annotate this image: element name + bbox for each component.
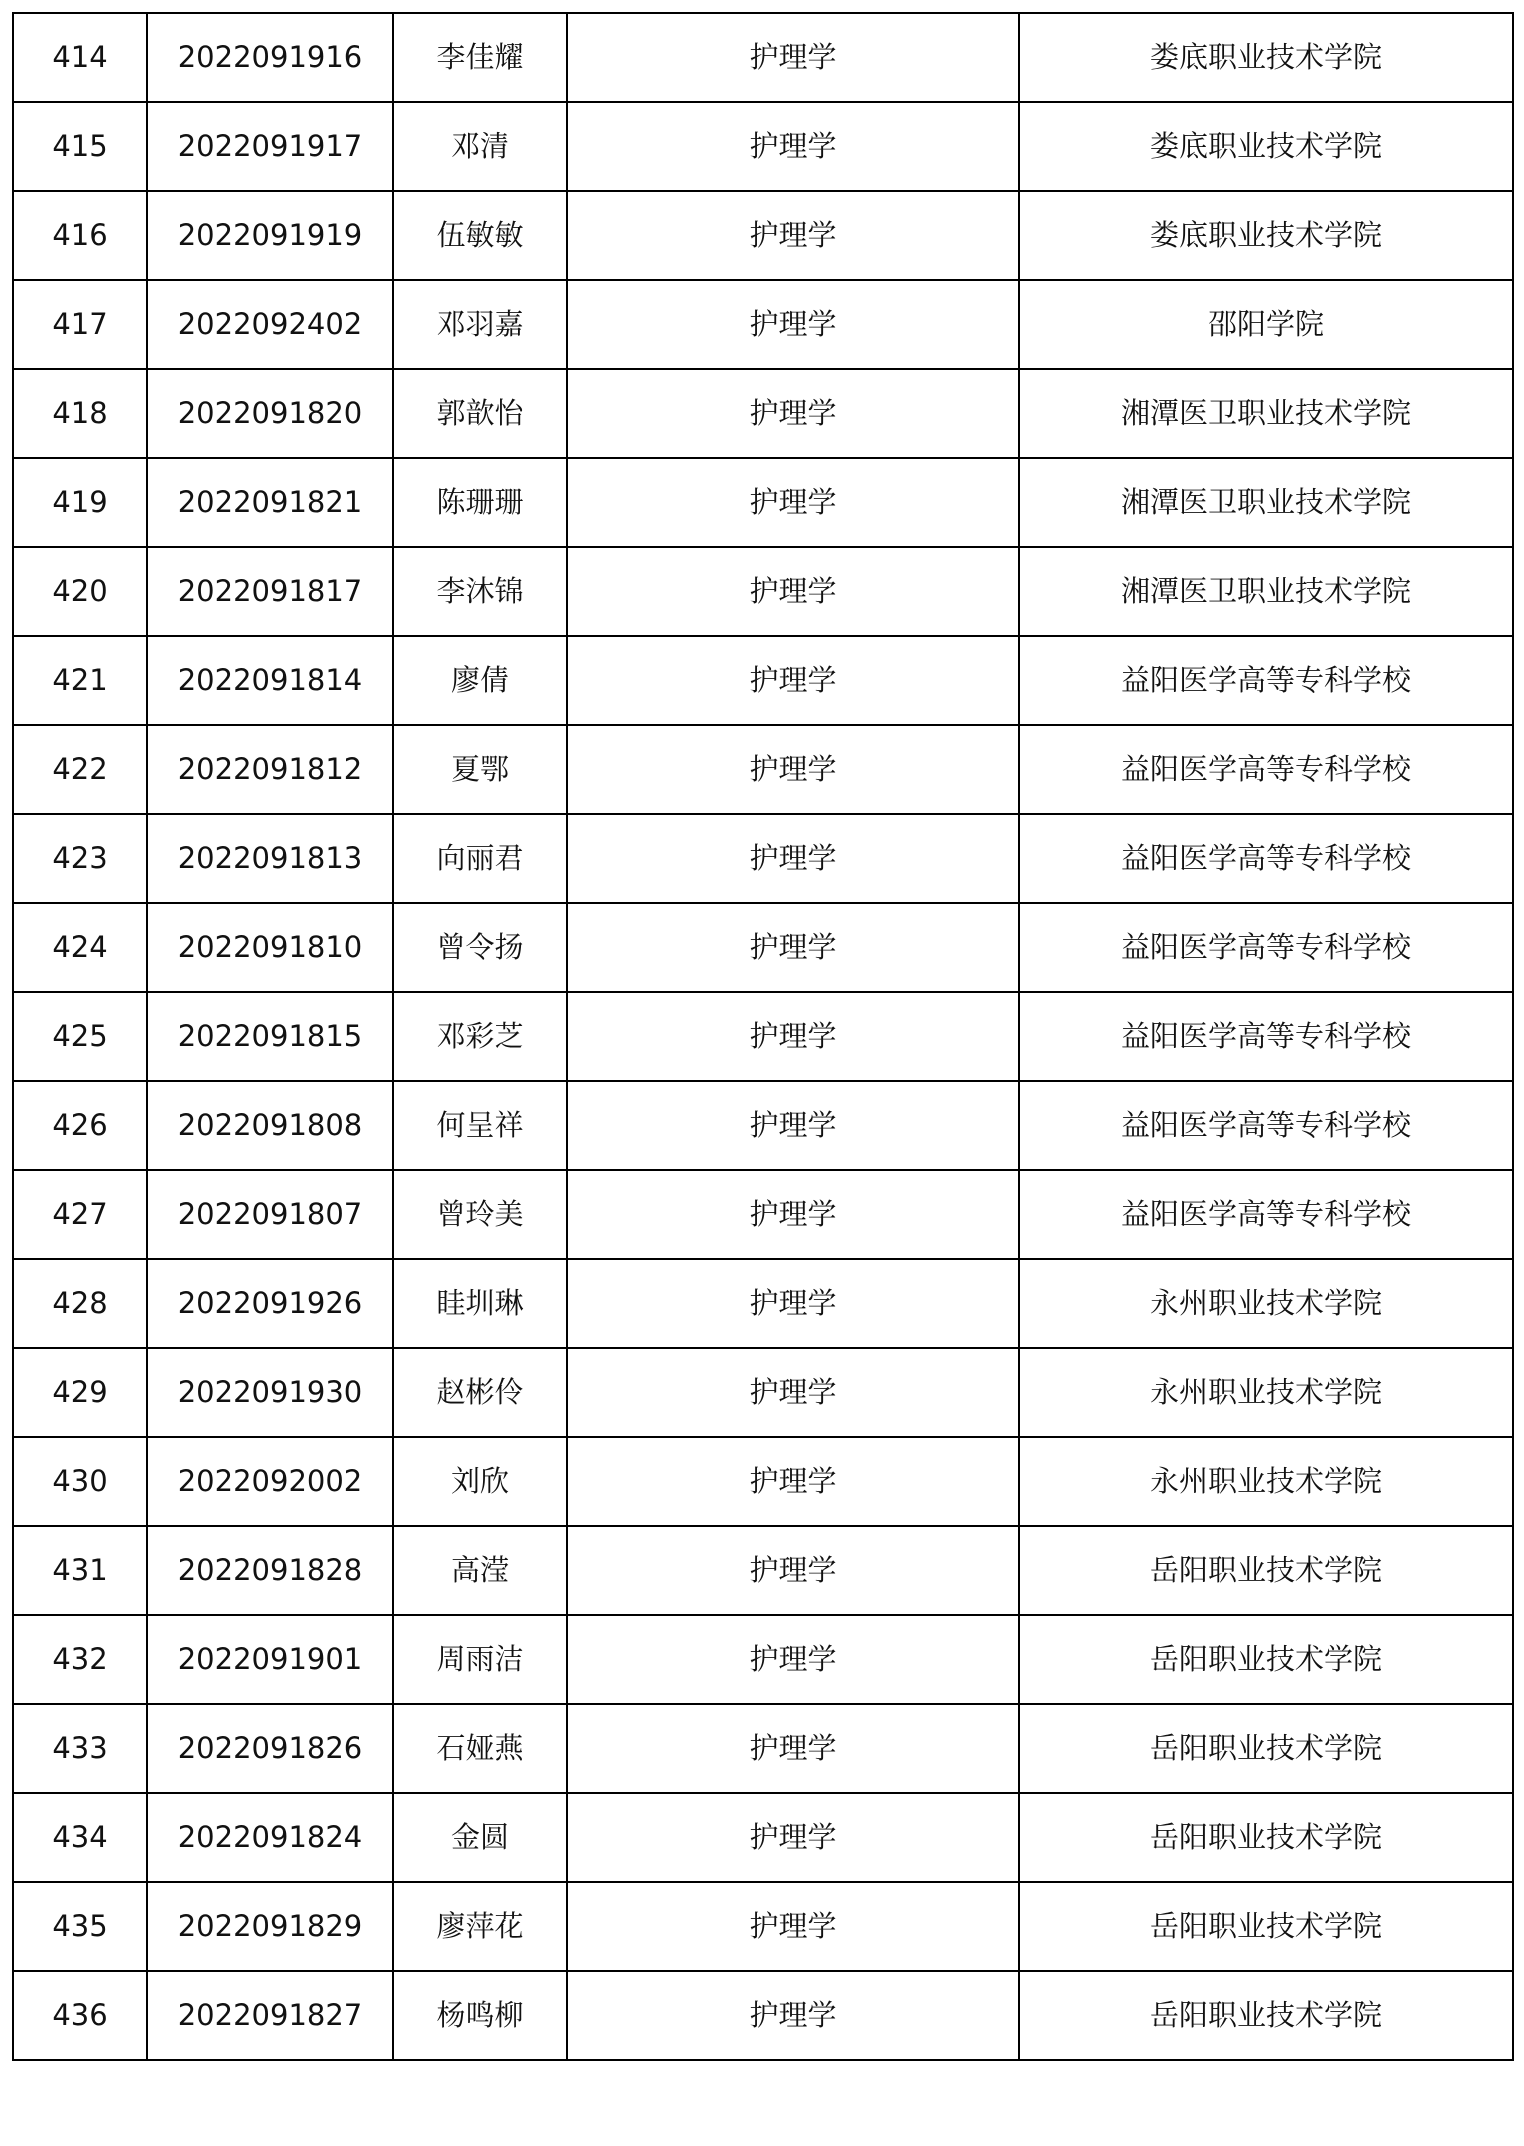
major-cell: 护理学: [567, 1170, 1019, 1259]
exam-id-cell: 2022091926: [147, 1259, 393, 1348]
major-cell: 护理学: [567, 636, 1019, 725]
table-row: [13, 1793, 1513, 1882]
student-name-cell: 刘欣: [393, 1437, 567, 1526]
student-name-cell: 曾令扬: [393, 903, 567, 992]
student-name-cell: 廖倩: [393, 636, 567, 725]
exam-id-cell: 2022091919: [147, 191, 393, 280]
row-number-cell: 432: [13, 1615, 147, 1704]
student-name-cell: 郭歆怡: [393, 369, 567, 458]
student-name-cell: 伍敏敏: [393, 191, 567, 280]
student-name-cell: 何呈祥: [393, 1081, 567, 1170]
table-row: [13, 1437, 1513, 1526]
row-number-cell: 436: [13, 1971, 147, 2060]
table-row: [13, 992, 1513, 1081]
roster-page: [12, 12, 1512, 2061]
major-cell: 护理学: [567, 1704, 1019, 1793]
school-cell: 湘潭医卫职业技术学院: [1019, 369, 1513, 458]
student-name-cell: 眭圳琳: [393, 1259, 567, 1348]
exam-id-cell: 2022091807: [147, 1170, 393, 1259]
exam-id-cell: 2022091812: [147, 725, 393, 814]
student-name-cell: 李佳耀: [393, 13, 567, 102]
major-cell: 护理学: [567, 1437, 1019, 1526]
major-cell: 护理学: [567, 1526, 1019, 1615]
major-cell: 护理学: [567, 1882, 1019, 1971]
student-name-cell: 陈珊珊: [393, 458, 567, 547]
school-cell: 益阳医学高等专科学校: [1019, 636, 1513, 725]
table-row: [13, 1348, 1513, 1437]
exam-id-cell: 2022091808: [147, 1081, 393, 1170]
row-number-cell: 424: [13, 903, 147, 992]
school-cell: 娄底职业技术学院: [1019, 102, 1513, 191]
school-cell: 岳阳职业技术学院: [1019, 1882, 1513, 1971]
table-row: [13, 547, 1513, 636]
table-row: [13, 1704, 1513, 1793]
school-cell: 益阳医学高等专科学校: [1019, 1170, 1513, 1259]
student-name-cell: 李沐锦: [393, 547, 567, 636]
exam-id-cell: 2022091930: [147, 1348, 393, 1437]
major-cell: 护理学: [567, 814, 1019, 903]
table-row: [13, 280, 1513, 369]
row-number-cell: 418: [13, 369, 147, 458]
student-name-cell: 杨鸣柳: [393, 1971, 567, 2060]
table-row: [13, 1615, 1513, 1704]
school-cell: 益阳医学高等专科学校: [1019, 814, 1513, 903]
exam-id-cell: 2022091917: [147, 102, 393, 191]
student-name-cell: 邓羽嘉: [393, 280, 567, 369]
school-cell: 娄底职业技术学院: [1019, 191, 1513, 280]
row-number-cell: 417: [13, 280, 147, 369]
row-number-cell: 426: [13, 1081, 147, 1170]
exam-id-cell: 2022091828: [147, 1526, 393, 1615]
roster-table: [12, 12, 1514, 2061]
exam-id-cell: 2022091817: [147, 547, 393, 636]
table-row: [13, 102, 1513, 191]
exam-id-cell: 2022091810: [147, 903, 393, 992]
row-number-cell: 415: [13, 102, 147, 191]
exam-id-cell: 2022092002: [147, 1437, 393, 1526]
major-cell: 护理学: [567, 1615, 1019, 1704]
table-row: [13, 814, 1513, 903]
major-cell: 护理学: [567, 1259, 1019, 1348]
student-name-cell: 周雨洁: [393, 1615, 567, 1704]
student-name-cell: 曾玲美: [393, 1170, 567, 1259]
row-number-cell: 414: [13, 13, 147, 102]
student-name-cell: 石娅燕: [393, 1704, 567, 1793]
student-name-cell: 邓清: [393, 102, 567, 191]
exam-id-cell: 2022092402: [147, 280, 393, 369]
table-row: [13, 458, 1513, 547]
row-number-cell: 423: [13, 814, 147, 903]
row-number-cell: 416: [13, 191, 147, 280]
school-cell: 湘潭医卫职业技术学院: [1019, 547, 1513, 636]
student-name-cell: 夏鄂: [393, 725, 567, 814]
major-cell: 护理学: [567, 280, 1019, 369]
school-cell: 岳阳职业技术学院: [1019, 1526, 1513, 1615]
major-cell: 护理学: [567, 369, 1019, 458]
major-cell: 护理学: [567, 102, 1019, 191]
table-row: [13, 369, 1513, 458]
exam-id-cell: 2022091901: [147, 1615, 393, 1704]
row-number-cell: 420: [13, 547, 147, 636]
row-number-cell: 421: [13, 636, 147, 725]
row-number-cell: 419: [13, 458, 147, 547]
major-cell: 护理学: [567, 1081, 1019, 1170]
row-number-cell: 434: [13, 1793, 147, 1882]
exam-id-cell: 2022091916: [147, 13, 393, 102]
student-name-cell: 廖萍花: [393, 1882, 567, 1971]
major-cell: 护理学: [567, 1793, 1019, 1882]
major-cell: 护理学: [567, 1971, 1019, 2060]
school-cell: 岳阳职业技术学院: [1019, 1704, 1513, 1793]
exam-id-cell: 2022091814: [147, 636, 393, 725]
school-cell: 湘潭医卫职业技术学院: [1019, 458, 1513, 547]
exam-id-cell: 2022091824: [147, 1793, 393, 1882]
school-cell: 岳阳职业技术学院: [1019, 1793, 1513, 1882]
school-cell: 益阳医学高等专科学校: [1019, 1081, 1513, 1170]
table-row: [13, 1526, 1513, 1615]
exam-id-cell: 2022091826: [147, 1704, 393, 1793]
row-number-cell: 433: [13, 1704, 147, 1793]
exam-id-cell: 2022091815: [147, 992, 393, 1081]
row-number-cell: 422: [13, 725, 147, 814]
table-row: [13, 13, 1513, 102]
table-row: [13, 1170, 1513, 1259]
exam-id-cell: 2022091827: [147, 1971, 393, 2060]
student-name-cell: 高滢: [393, 1526, 567, 1615]
row-number-cell: 428: [13, 1259, 147, 1348]
major-cell: 护理学: [567, 547, 1019, 636]
row-number-cell: 431: [13, 1526, 147, 1615]
exam-id-cell: 2022091813: [147, 814, 393, 903]
school-cell: 益阳医学高等专科学校: [1019, 903, 1513, 992]
major-cell: 护理学: [567, 992, 1019, 1081]
table-row: [13, 636, 1513, 725]
school-cell: 益阳医学高等专科学校: [1019, 725, 1513, 814]
table-row: [13, 1971, 1513, 2060]
major-cell: 护理学: [567, 191, 1019, 280]
exam-id-cell: 2022091829: [147, 1882, 393, 1971]
major-cell: 护理学: [567, 13, 1019, 102]
table-row: [13, 1259, 1513, 1348]
table-row: [13, 725, 1513, 814]
exam-id-cell: 2022091821: [147, 458, 393, 547]
major-cell: 护理学: [567, 458, 1019, 547]
school-cell: 岳阳职业技术学院: [1019, 1615, 1513, 1704]
student-name-cell: 赵彬伶: [393, 1348, 567, 1437]
exam-id-cell: 2022091820: [147, 369, 393, 458]
row-number-cell: 429: [13, 1348, 147, 1437]
table-row: [13, 1882, 1513, 1971]
school-cell: 永州职业技术学院: [1019, 1348, 1513, 1437]
student-name-cell: 向丽君: [393, 814, 567, 903]
major-cell: 护理学: [567, 903, 1019, 992]
table-row: [13, 903, 1513, 992]
school-cell: 岳阳职业技术学院: [1019, 1971, 1513, 2060]
school-cell: 益阳医学高等专科学校: [1019, 992, 1513, 1081]
row-number-cell: 430: [13, 1437, 147, 1526]
major-cell: 护理学: [567, 725, 1019, 814]
student-name-cell: 邓彩芝: [393, 992, 567, 1081]
student-name-cell: 金圆: [393, 1793, 567, 1882]
table-row: [13, 1081, 1513, 1170]
table-row: [13, 191, 1513, 280]
roster-table-body: [13, 13, 1513, 2060]
row-number-cell: 435: [13, 1882, 147, 1971]
school-cell: 邵阳学院: [1019, 280, 1513, 369]
school-cell: 娄底职业技术学院: [1019, 13, 1513, 102]
school-cell: 永州职业技术学院: [1019, 1437, 1513, 1526]
row-number-cell: 427: [13, 1170, 147, 1259]
school-cell: 永州职业技术学院: [1019, 1259, 1513, 1348]
major-cell: 护理学: [567, 1348, 1019, 1437]
row-number-cell: 425: [13, 992, 147, 1081]
